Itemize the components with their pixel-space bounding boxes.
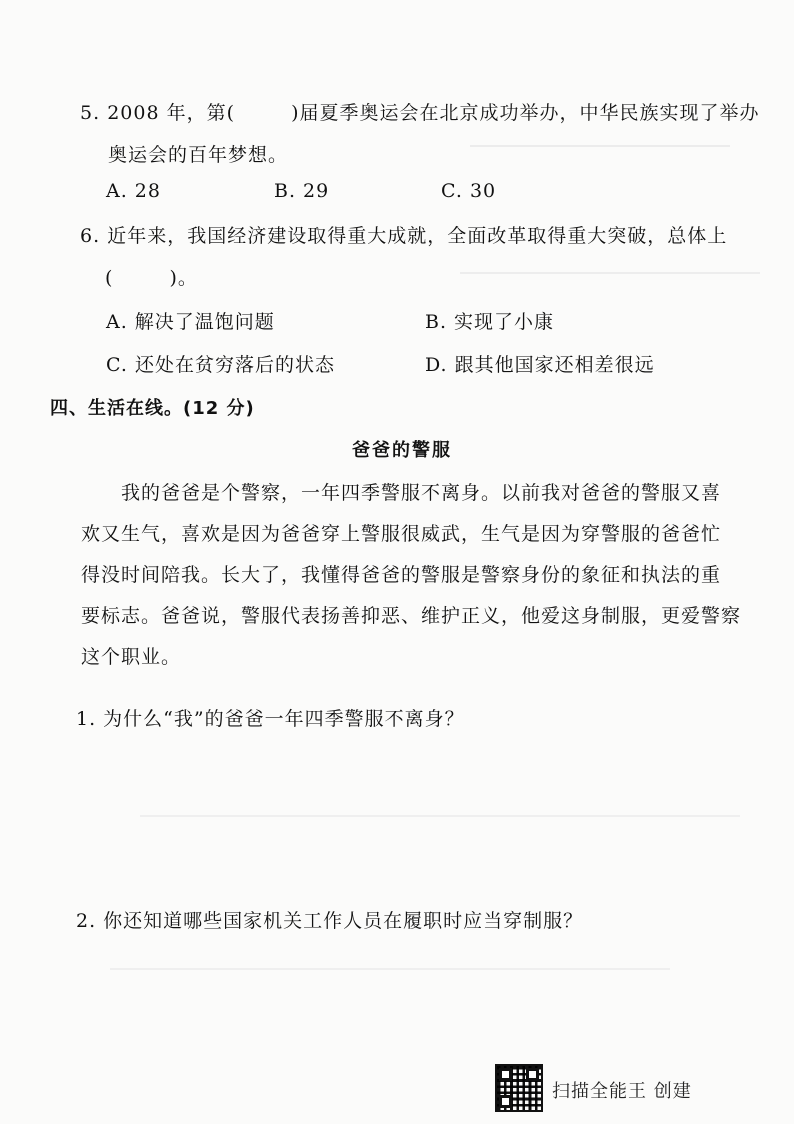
question-5-line-1 <box>80 98 760 125</box>
passage-line-2 <box>81 519 721 546</box>
question-5-option-c-label: C. 30 <box>441 180 497 202</box>
question-6-option-a[interactable] <box>106 307 275 334</box>
section-4-heading <box>50 394 255 420</box>
section-4-heading-text: 四、生活在线。(12 分) <box>50 398 255 419</box>
question-5-option-a-label: A. 28 <box>106 180 161 202</box>
passage-line-1 <box>121 478 721 505</box>
question-6-option-b[interactable] <box>425 307 554 334</box>
question-6-number: 6. <box>80 225 101 247</box>
question-6-option-d-label: D. 跟其他国家还相差很远 <box>425 354 655 376</box>
question-5-option-a[interactable] <box>106 180 161 202</box>
question-6-option-d[interactable] <box>425 350 655 377</box>
question-6-stem-line-1: 近年来，我国经济建设取得重大成就，全面改革取得重大突破，总体上 <box>107 225 728 247</box>
passage-line-5-text: 这个职业。 <box>81 646 182 668</box>
passage-title <box>352 436 452 462</box>
qr-code-icon <box>495 1064 543 1112</box>
question-6-paren-open: ( <box>105 267 114 289</box>
scanner-watermark-label: 扫描全能王 创建 <box>552 1081 692 1102</box>
passage-line-2-text: 欢又生气，喜欢是因为爸爸穿上警服很威武，生气是因为穿警服的爸爸忙 <box>81 523 722 545</box>
section-4-question-1-text: 1. 为什么“我”的爸爸一年四季警服不离身？ <box>76 708 465 730</box>
passage-line-4-text: 要标志。爸爸说，警服代表扬善抑恶、维护正义，他爱这身制服，更爱警察 <box>81 605 742 627</box>
bleed-through-mark <box>460 272 760 274</box>
passage-line-3-text: 得没时间陪我。长大了，我懂得爸爸的警服是警察身份的象征和执法的重 <box>81 564 722 586</box>
question-5-option-b-label: B. 29 <box>274 180 330 202</box>
passage-line-3 <box>81 560 721 587</box>
passage-line-5 <box>81 642 181 669</box>
question-5-line-2 <box>108 140 288 167</box>
question-6-paren-close: )。 <box>169 267 198 289</box>
question-2-answer-area[interactable] <box>56 944 776 1052</box>
passage-line-1-text: 我的爸爸是个警察，一年四季警服不离身。以前我对爸爸的警服又喜 <box>121 482 722 504</box>
question-5-stem-a: 2008 年，第( <box>107 102 235 124</box>
question-5-stem-b: )届夏季奥运会在北京成功举办，中华民族实现了举办 <box>291 102 760 124</box>
question-5-option-b[interactable] <box>274 180 329 202</box>
question-6-line-1 <box>80 221 727 248</box>
passage-line-4 <box>81 601 741 628</box>
passage-title-text: 爸爸的警服 <box>352 440 452 461</box>
question-6-option-c[interactable] <box>106 350 335 377</box>
question-6-option-b-label: B. 实现了小康 <box>425 311 555 333</box>
section-4-question-2-text: 2. 你还知道哪些国家机关工作人员在履职时应当穿制服？ <box>76 910 584 932</box>
qr-corner-icon <box>499 1095 512 1108</box>
section-4-question-2 <box>76 906 583 933</box>
question-5-stem-line-2: 奥运会的百年梦想。 <box>108 144 289 166</box>
question-5-option-c[interactable] <box>441 180 496 202</box>
question-6-option-a-label: A. 解决了温饱问题 <box>106 311 275 333</box>
question-6-line-2 <box>105 263 198 290</box>
question-5-number: 5. <box>80 102 101 124</box>
question-1-answer-area[interactable] <box>56 742 776 872</box>
question-6-option-c-label: C. 还处在贫穷落后的状态 <box>106 354 335 376</box>
bleed-through-mark <box>470 145 730 147</box>
section-4-question-1 <box>76 704 465 731</box>
